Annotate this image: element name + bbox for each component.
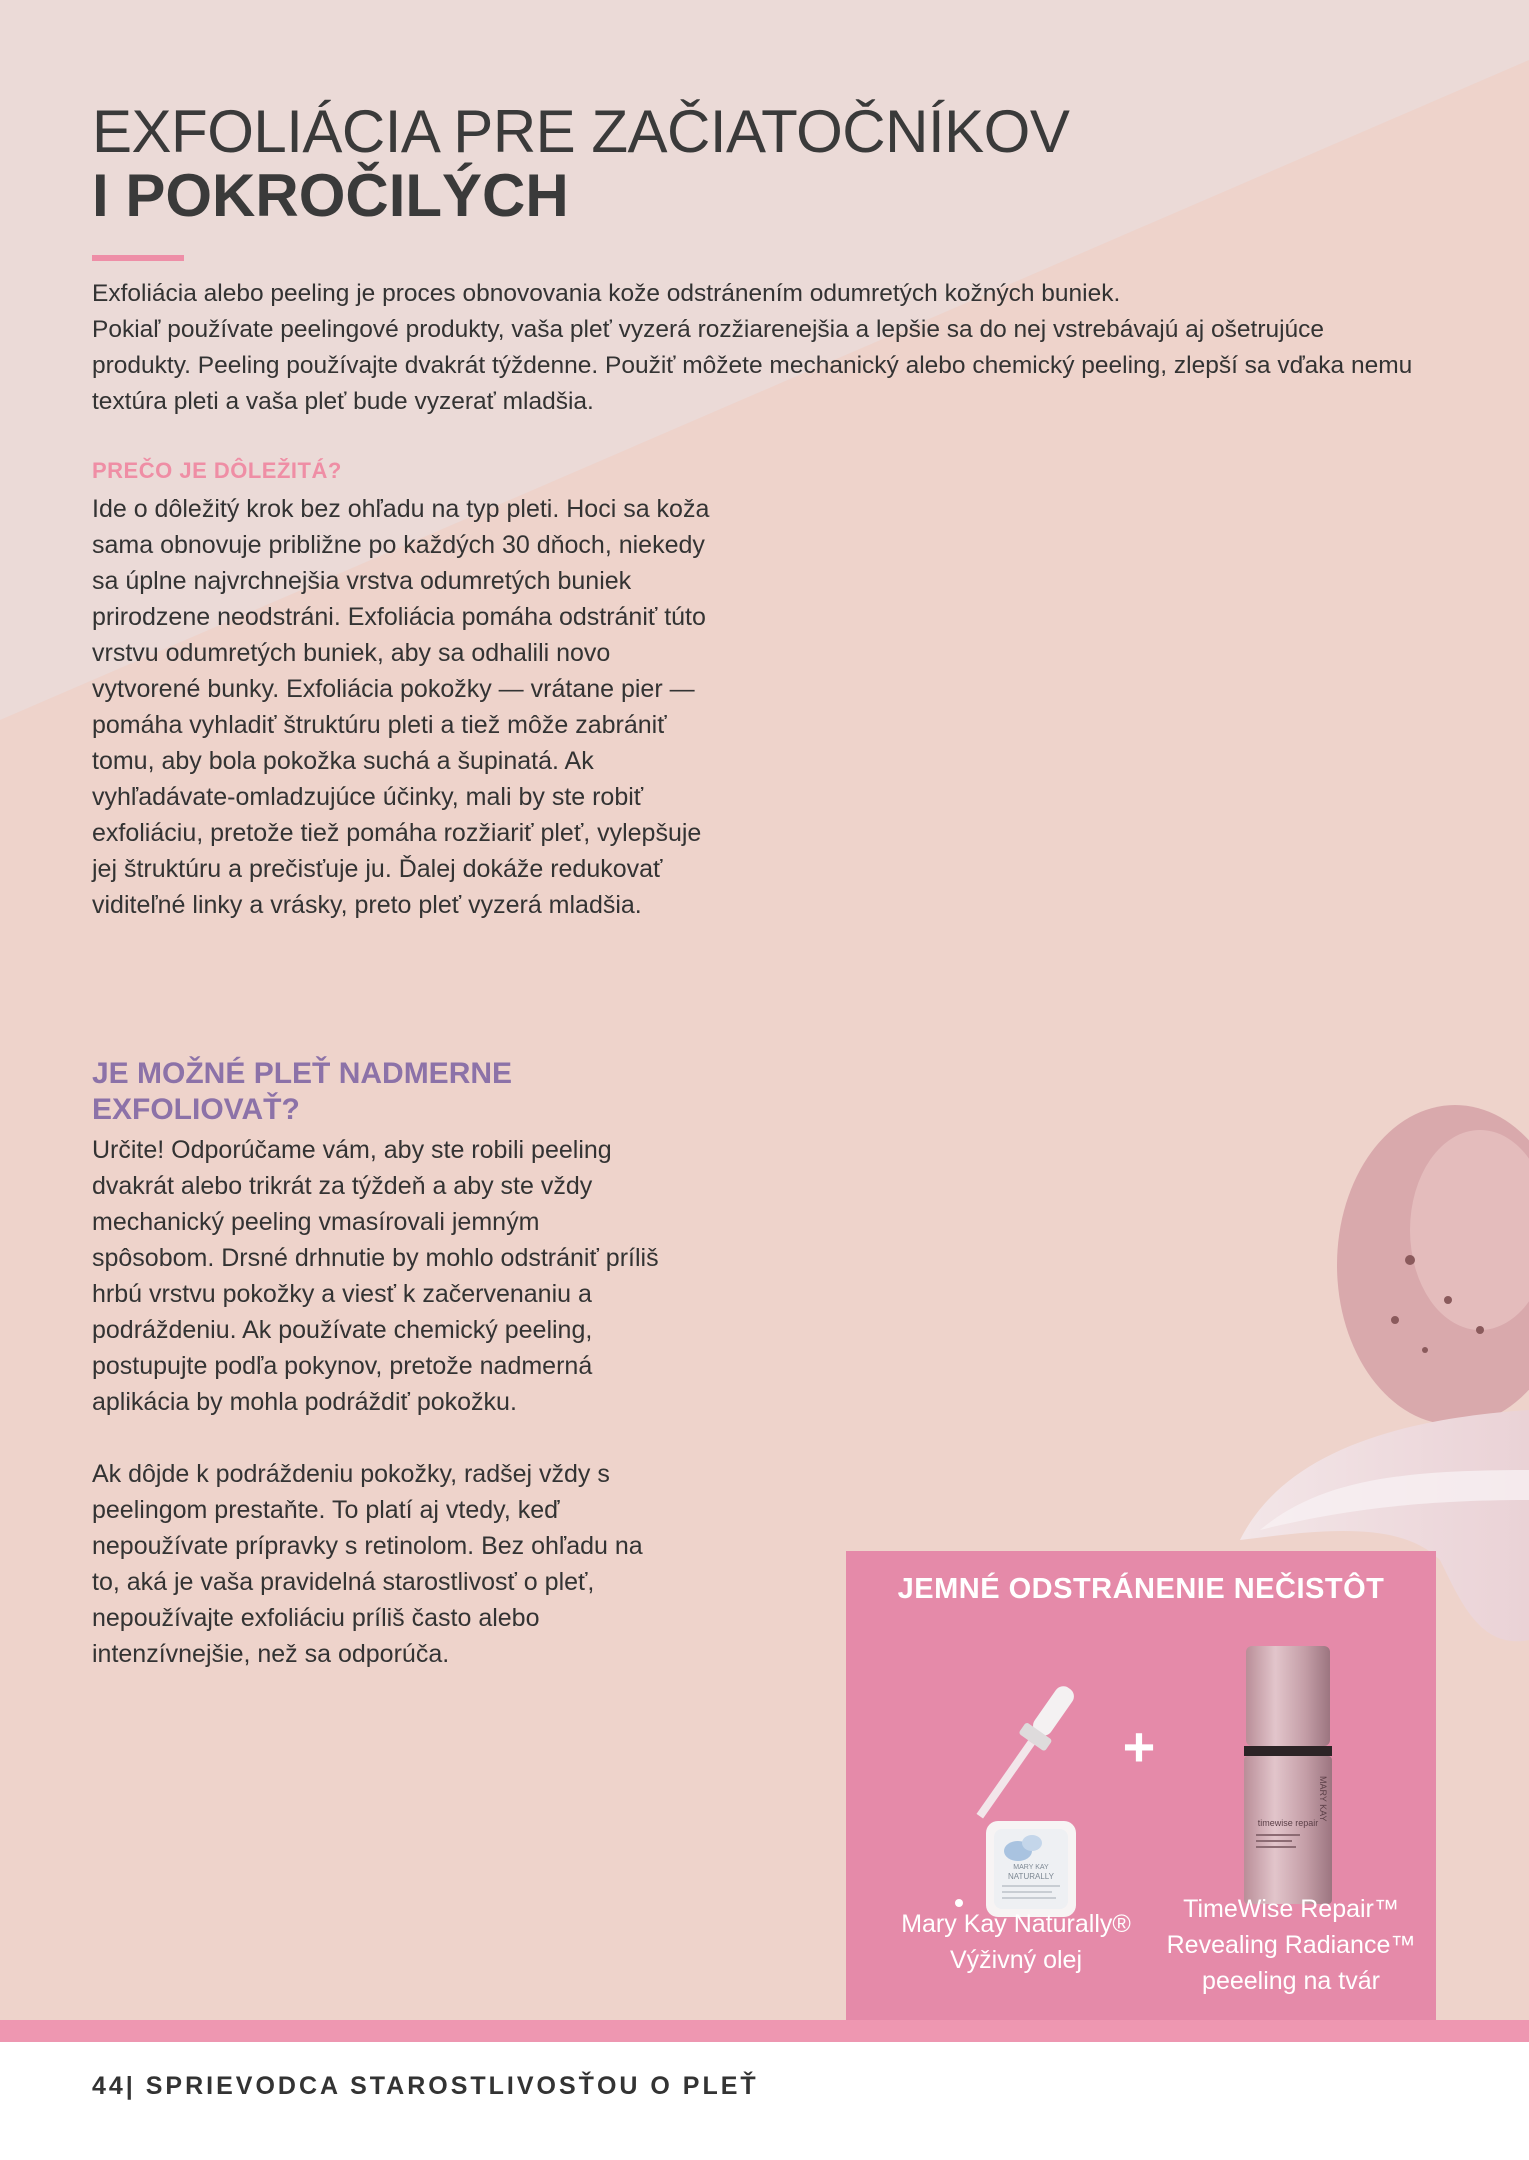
footer-background: [0, 2042, 1529, 2160]
section-body-why: Ide o dôležitý krok bez ohľadu na typ pleti. Hoci sa koža sama obnovuje približne po každých 30 dňoch, niekedy sa úplne najvrchnejšia vrstva odumretých buniek prirodzene neodstráni. Exfoliácia pomáha odstrániť túto vrstvu odumretých buniek, aby sa odhalili novo vytvorené bunky. Exfoliácia pokožky — vrátane pier — pomáha vyhladiť štruktúru pleti a tiež môže zabrániť tomu, aby bola pokožka suchá a šupinatá. Ak vyhľadávate-omladzujúce účinky, mali by ste robiť exfoliáciu, pretože tiež pomáha rozžiariť pleť, vylepšuje jej štruktúru a prečisťuje ju. Ďalej dokáže redukovať viditeľné linky a vrásky, preto pleť vyzerá mladšia.: [92, 495, 710, 919]
section-heading-why: PREČO JE DÔLEŽITÁ?: [92, 458, 342, 483]
section-why-important: [92, 455, 712, 923]
plus-sign: +: [1122, 1715, 1156, 1778]
intro-text: [92, 276, 1422, 420]
bottom-stripe: [0, 2020, 1529, 2042]
section-over-exfoliate: [92, 1056, 662, 1672]
section-body-over-exfoliate-2: Ak dôjde k podráždeniu pokožky, radšej vždy s peelingom prestaňte. To platí aj vtedy, keď nepoužívate prípravky s retinolom. Bez ohľadu na to, aká je vaša pravidelná starostlivosť o pleť, nepoužívajte exfoliáciu príliš často alebo intenzívnejšie, než sa odporúča.: [92, 1460, 643, 1668]
intro-paragraph-2: Pokiaľ používate peelingové produkty, vaša pleť vyzerá rozžiarenejšia a lepšie sa do nej vstrebávajú aj ošetrujúce produkty. Peeling používajte dvakrát týždenne. Použiť môžete mechanický alebo chemický peeling, zlepší sa vďaka nemu textúra pleti a vaša pleť bude vyzerať mladšia.: [92, 316, 1413, 415]
product-2-line-1: TimeWise Repair™: [1183, 1895, 1399, 1923]
intro-paragraph-1: Exfoliácia alebo peeling je proces obnovovania kože odstránením odumretých kožných buniek.: [92, 280, 1121, 307]
oil-bottle-image: [936, 1671, 1096, 1921]
title-underline: [92, 255, 184, 261]
title-line-1: EXFOLIÁCIA PRE ZAČIATOČNÍKOV: [92, 98, 1070, 165]
section-heading-over-exfoliate: JE MOŽNÉ PLEŤ NADMERNE EXFOLIOVAŤ?: [92, 1057, 513, 1126]
product-2-line-3: peeeling na tvár: [1202, 1967, 1380, 1995]
product-box-title: JEMNÉ ODSTRÁNENIE NEČISTÔT: [897, 1573, 1385, 1605]
product-1-line-1: Mary Kay Naturally®: [901, 1910, 1131, 1938]
product-2-name: [1146, 1891, 1436, 1999]
page-footer: 44| SPRIEVODCA STAROSTLIVOSŤOU O PLEŤ: [92, 2072, 759, 2100]
product-1-name: [866, 1906, 1166, 1978]
title-line-2: I POKROČILÝCH: [92, 162, 569, 229]
product-2-line-2: Revealing Radiance™: [1166, 1931, 1416, 1959]
peel-bottle-brand: MARY KAY: [1318, 1776, 1328, 1822]
section-body-over-exfoliate-1: Určite! Odporúčame vám, aby ste robili peeling dvakrát alebo trikrát za týždeň a aby ste vždy mechanický peeling vmasírovali jemným spôsobom. Drsné drhnutie by mohlo odstrániť príliš hrbú vrstvu pokožky a viesť k začervenaniu a podráždeniu. Ak používate chemický peeling, postupujte podľa pokynov, pretože nadmerná aplikácia by mohla podráždiť pokožku.: [92, 1136, 659, 1416]
peel-bottle-name: timewise repair: [1257, 1818, 1319, 1828]
page-title: [92, 100, 1069, 228]
oil-bottle-brand: MARY KAY: [1013, 1864, 1049, 1871]
product-box: [846, 1551, 1436, 2021]
product-1-line-2: Výživný olej: [950, 1946, 1082, 1974]
peel-bottle-image: [1226, 1646, 1356, 1906]
oil-bottle-name: NATURALLY: [1008, 1872, 1054, 1881]
